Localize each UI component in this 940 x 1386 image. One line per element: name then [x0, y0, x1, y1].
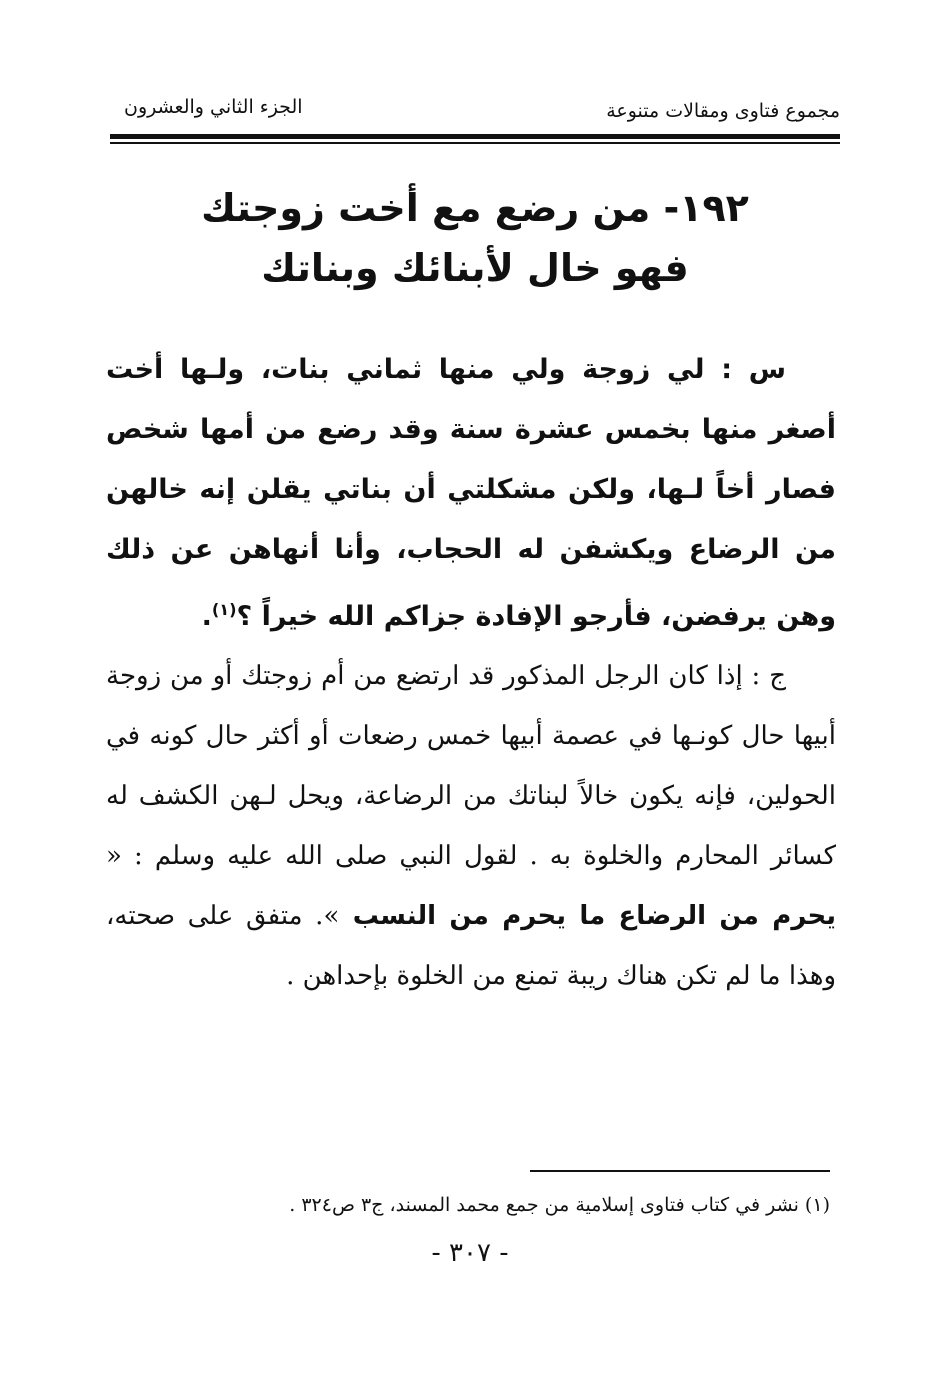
running-header — [110, 96, 840, 130]
title-line-1: ١٩٢- من رضع مع أخت زوجتك — [201, 186, 749, 230]
question-text: س : لي زوجة ولي منها ثماني بنات، ولـها أخت أصغر منها بخمس عشرة سنة وقد رضع من أمها شخص فصار أخاً لـها، ولكن مشكلتي أن بناتي يقلن إنه خالهن من الرضاع ويكشفن له الحجاب، وأنا أنهاهن عن ذلك وهن يرفضن، فأرجو الإفادة جزاكم الله خيراً ؟ — [106, 354, 836, 632]
title-line-2: فهو خال لأبنائك وبناتك — [261, 246, 689, 290]
page-number: - ٣٠٧ - — [431, 1238, 509, 1268]
volume-label: الجزء الثاني والعشرون — [124, 96, 303, 118]
answer-conclusion: ». متفق على صحته، وهذا ما لم تكن هناك ريبة تمنع من الخلوة بإحداهن . — [106, 901, 836, 991]
question-end: . — [201, 601, 212, 632]
header-rule-thick — [110, 134, 840, 139]
book-title: مجموع فتاوى ومقالات متنوعة — [606, 100, 840, 122]
footnote-reference: (١) — [211, 600, 237, 619]
answer-text: ج : إذا كان الرجل المذكور قد ارتضع من أم زوجتك أو من زوجة أبيها حال كونـها في عصمة أبيها خمس رضعات أو أكثر حال كونه في الحولين، فإنه يكون خالاً لبناتك من الرضاعة، ويحل لـهن الكشف له كسائر المحارم والخلوة به . لقول النبي صلى الله عليه وسلم : « — [106, 661, 836, 871]
question-paragraph — [106, 340, 836, 647]
fatwa-title — [110, 178, 840, 298]
answer-paragraph — [106, 646, 836, 1006]
footnote: (١) نشر في كتاب فتاوى إسلامية من جمع محمد المسند، ج٣ ص٣٢٤ . — [289, 1194, 830, 1216]
hadith-quote: يحرم من الرضاع ما يحرم من النسب — [339, 901, 836, 931]
header-rule-thin — [110, 142, 840, 144]
footnote-separator — [530, 1170, 830, 1172]
